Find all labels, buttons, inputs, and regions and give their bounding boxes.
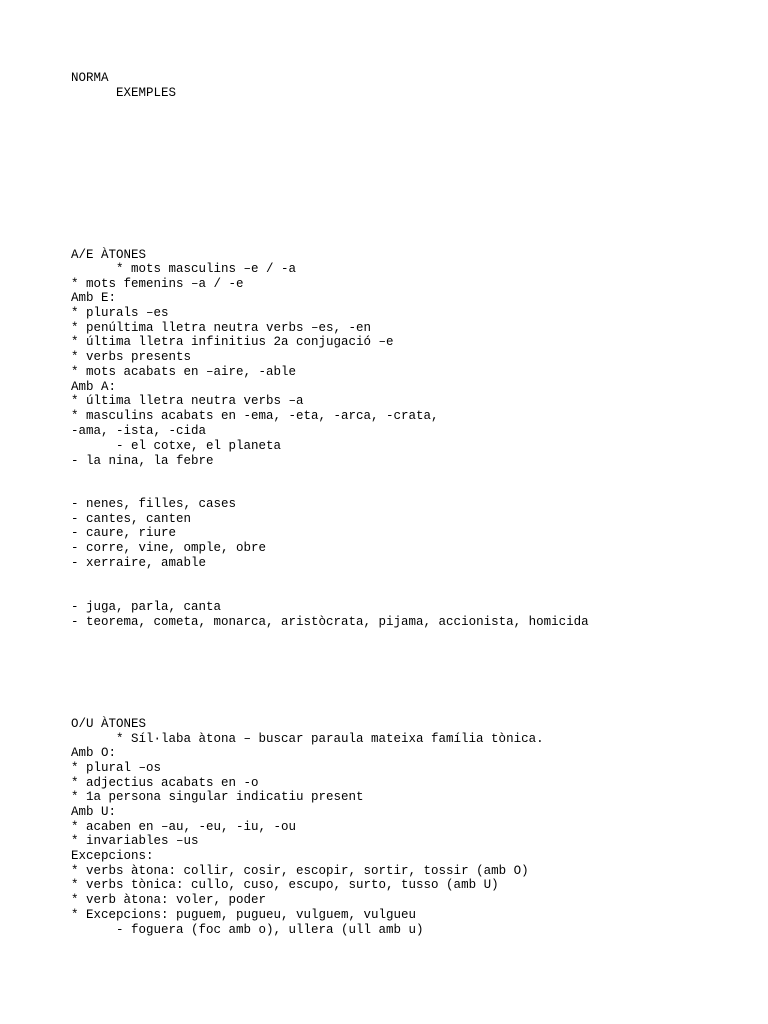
subheading-amb-o: Amb O: — [71, 746, 117, 760]
example-feminine: - la nina, la febre — [71, 454, 214, 468]
example-a-item: - teorema, cometa, monarca, aristòcrata, pijama, accionista, homicida — [71, 615, 589, 629]
column-heading-exemples: EXEMPLES — [116, 86, 177, 100]
rule-e-item: * verbs presents — [71, 350, 192, 364]
rule-a-item: -ama, -ista, -cida — [71, 424, 207, 438]
subheading-amb-a: Amb A: — [71, 380, 117, 394]
exception-item: * verbs àtona: collir, cosir, escopir, sortir, tossir (amb O) — [71, 864, 529, 878]
example-a-item: - juga, parla, canta — [71, 600, 222, 614]
rule-a-item: * masculins acabats en -ema, -eta, -arca, -crata, — [71, 409, 439, 423]
rule-u-item: * acaben en –au, -eu, -iu, -ou — [71, 820, 297, 834]
example-e-item: - caure, riure — [71, 526, 177, 540]
rule-o-item: * adjectius acabats en -o — [71, 776, 259, 790]
section-title-ae: A/E ÀTONES — [71, 248, 147, 262]
rule-masculine: * mots masculins –e / -a — [116, 262, 297, 276]
column-heading-norma: NORMA — [71, 71, 109, 85]
rule-e-item: * plurals –es — [71, 306, 169, 320]
exception-item: * verb àtona: voler, poder — [71, 893, 267, 907]
rule-feminine: * mots femenins –a / -e — [71, 277, 244, 291]
example-e-item: - nenes, filles, cases — [71, 497, 237, 511]
example-e-item: - corre, vine, omple, obre — [71, 541, 267, 555]
example-e-item: - xerraire, amable — [71, 556, 207, 570]
subheading-amb-u: Amb U: — [71, 805, 117, 819]
exception-item: * verbs tònica: cullo, cuso, escupo, surto, tusso (amb U) — [71, 878, 499, 892]
exception-item: * Excepcions: puguem, pugueu, vulguem, vulgueu — [71, 908, 417, 922]
rule-o-item: * 1a persona singular indicatiu present — [71, 790, 364, 804]
example-e-item: - cantes, canten — [71, 512, 192, 526]
subheading-excepcions: Excepcions: — [71, 849, 154, 863]
rule-e-item: * penúltima lletra neutra verbs –es, -en — [71, 321, 372, 335]
subheading-amb-e: Amb E: — [71, 291, 117, 305]
section-title-ou: O/U ÀTONES — [71, 717, 147, 731]
example-ou-main: - foguera (foc amb o), ullera (ull amb u) — [116, 923, 424, 937]
rule-u-item: * invariables –us — [71, 834, 199, 848]
rule-main-ou: * Síl·laba àtona – buscar paraula mateixa família tònica. — [116, 732, 544, 746]
rule-e-item: * mots acabats en –aire, -able — [71, 365, 297, 379]
example-masculine: - el cotxe, el planeta — [116, 439, 282, 453]
rule-e-item: * última lletra infinitius 2a conjugació –e — [71, 335, 394, 349]
rule-o-item: * plural –os — [71, 761, 162, 775]
rule-a-item: * última lletra neutra verbs –a — [71, 394, 304, 408]
